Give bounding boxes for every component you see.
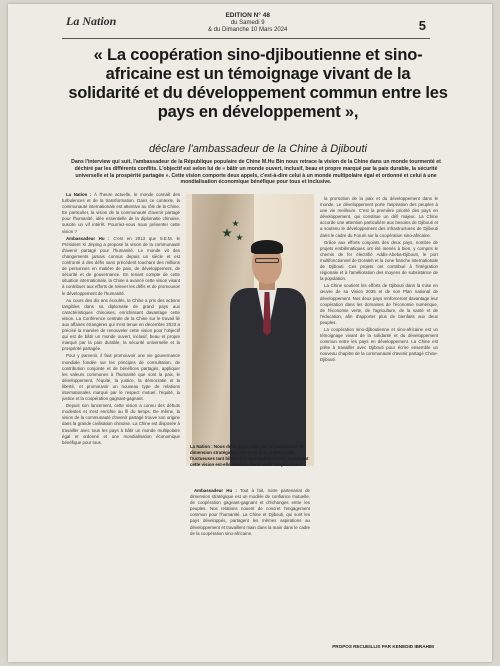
paragraph bbox=[320, 283, 438, 326]
intro-paragraph: Dans l'interview qui suit, l'ambassadeur de la République populaire de Chine M.Hu Bin nous retrace la vision de la Chine dans un monde tourmenté et déchiré par les différents conflits. L'objectif est selon lui de « bâtir un monde ouvert, inclusif, beau et propre marqué par la paix durable, la sécurité universelle et la prospérité partagée ». Cette vision comporte deux appels, c'est-à-dire celui à un monde multipolaire égal et ordonné et celui à une mondialisation économique bénéfique pour tous et inclusive. bbox=[71, 159, 441, 186]
column-left bbox=[62, 192, 180, 650]
paragraph bbox=[320, 240, 438, 283]
paragraph-text: La Chine soutient les efforts de Djibouti dans la mise en œuvre de sa Vision 2035 et de son Plan national de développement. Nos deux pays renforceront davantage leur coopération dans les domaines de l'économie numérique, de l'économie verte, de l'agriculture, de la santé et de l'éducation, afin d'apporter plus de bienfaits aux deux peuples. bbox=[320, 283, 438, 325]
flag-star-icon bbox=[232, 220, 239, 227]
paragraph-text: Grâce aux efforts conjoints des deux pays, nombre de projets emblématiques ont été menés à bien, y compris le chemin de fer électrifié Addis-Abeba-Djibouti, le port multifonctionnel de Doraleh et la zone franche internationale de Djibouti. Ces projets ont contribué à l'intégration régionale et à l'amélioration des moyens de subsistance de la population. bbox=[320, 239, 438, 282]
hair bbox=[251, 240, 283, 254]
header-divider bbox=[62, 38, 430, 39]
paragraph-lead: Ambassadeur Hu : bbox=[194, 488, 237, 493]
paragraph bbox=[62, 236, 180, 297]
ambassador-photo bbox=[186, 194, 314, 466]
glasses-icon bbox=[255, 258, 279, 263]
headline: « La coopération sino-djiboutienne et sino-africaine est un témoignage vivant de la solidarité et du développement commun entre les pays en développement », bbox=[68, 46, 448, 121]
paragraph bbox=[62, 192, 180, 235]
paragraph-text: C'est en 2013 que S.E.M. le Président Xi Jinping a proposé la vision de la communauté d'avenir partagé pour l'humanité. Le monde vit des changements jamais connus depuis un siècle et est confronté à des défis sans précédent touchant des millions de personnes en matière de paix, de développement, de sécurité et de gouvernance. En tenant compte de cette situation internationale, la Chine a avancé cette vision visant à contribuer aux efforts de relever les défis et de promouvoir le développement de l'humanité. bbox=[62, 235, 180, 296]
paragraph bbox=[62, 298, 180, 353]
author-credit: PROPOS RECUEILLIS PAR KENEDID IBRAHIM bbox=[332, 644, 434, 649]
paragraph-text: Depuis son lancement, cette vision a connu des débuts modestes et s'est enrichie au fil du temps. De même, la vision de la communauté d'avenir partagé trouve son origine dans la grande civilisation chinoise. La Chine est disposée à travailler avec tous les pays à bâtir un monde multipolaire égal et ordonné et une mondialisation économique bénéfique pour tous. bbox=[62, 403, 180, 445]
edition-date-2: & du Dimanche 10 Mars 2024 bbox=[208, 27, 288, 33]
caption-text: Nous deux pays, unis par un partenariat de dimension stratégique, ont tissé des coopérations fructueuses tant bilatérales que multilatérales. Comment cette vision est-elle illustrée dans notre coopération ? bbox=[190, 444, 309, 467]
masthead: La Nation bbox=[66, 14, 117, 28]
paragraph-lead: Ambassadeur Hu : bbox=[66, 235, 110, 241]
column-right bbox=[320, 196, 438, 636]
paragraph bbox=[62, 403, 180, 446]
paragraph-text: Pour y parvenir, il faut promouvoir une vie gouvernance mondiale fondée sur les principes de consultation, de contribution conjointe et de bénéfices partagés, appliquer les valeurs communes à l'humanité que sont la paix, le développement, l'équité, la justice, la démocratie et la liberté, et promouvoir un nouveau type de relations internationales marqué par le respect mutuel, l'équité, la justice et la coopération gagnant-gagnant. bbox=[62, 353, 180, 402]
paragraph bbox=[320, 327, 438, 364]
paragraph-text: Au cours des dix ans écoulés, la Chine a pris des actions tangibles dans sa diplomatie de grand pays aux caractéristiques chinoises, enrichissant davantage cette vision. La Conférence centrale de la Chine sur le travail lié aux affaires étrangères qui s'est tenue en décembre 2023 a précisé la manière de renouveler cette vision pour l'objectif qui est de bâtir un monde ouvert, inclusif, beau et propre marqué par la paix durable, la sécurité universelle et la prospérité partagée. bbox=[62, 297, 180, 352]
paragraph-text: À l'heure actuelle, le monde connaît des turbulences et de la transformation. Dans ce contexte, la communauté internationale est attentive au rôle de la Chine. En particulier, la vision de la communauté d'avenir partagé pour l'humanité, idée essentielle de la diplomatie chinoise, suscite un vif intérêt. Pourriez-vous nous présenter cette vision ? bbox=[62, 192, 180, 234]
subhead: déclare l'ambassadeur de la Chine à Djibouti bbox=[149, 143, 367, 155]
edition-info bbox=[208, 12, 287, 34]
edition-number: EDITION N° 48 bbox=[225, 12, 270, 19]
caption-lead: La Nation : bbox=[190, 444, 213, 449]
paragraph-text: la promotion de la paix et du développement dans le monde. Le développement porte l'aspiration des peuples à une vie meilleure. C'est la première priorité des pays en développement, qui constitue un défi majeur. La Chine accorde une attention particulière aux besoins de Djibouti et a soutenu le développement des infrastructures de Djibouti dans le cadre du Forum sur la coopération sino-africaine. bbox=[320, 196, 438, 238]
paragraph-text: Tout à fait, notre partenariat de dimension stratégique est un modèle de confiance mutuelle, de coopération gagnant-gagnant et d'échanges entre les peuples. Nos relations nouent de concret l'engagement commun pour l'humanité. La Chine et Djibouti, qui sont les pays développés, partagent les mêmes aspirations au développement et travaillent main dans la main dans le cadre de la coopération sino-africaine. bbox=[190, 488, 310, 536]
paragraph-text: La coopération sino-djiboutienne et sino-africaine est un témoignage vivant de la solidarité et du développement commun entre les pays en développement. La Chine est prête à travailler avec Djibouti pour écrire ensemble un nouveau chapitre de la communauté d'avenir partagé Chine-Djibouti. bbox=[320, 326, 438, 363]
page-number: 5 bbox=[418, 18, 426, 33]
ambassador-figure bbox=[226, 236, 310, 466]
photo-question bbox=[190, 444, 310, 468]
paragraph bbox=[320, 196, 438, 239]
column-middle bbox=[190, 488, 310, 662]
paragraph bbox=[62, 353, 180, 402]
edition-date-1: du Samedi 9 bbox=[230, 20, 265, 26]
paragraph bbox=[190, 488, 310, 537]
paragraph-lead: La Nation : bbox=[66, 192, 92, 197]
newspaper-page bbox=[8, 4, 492, 662]
